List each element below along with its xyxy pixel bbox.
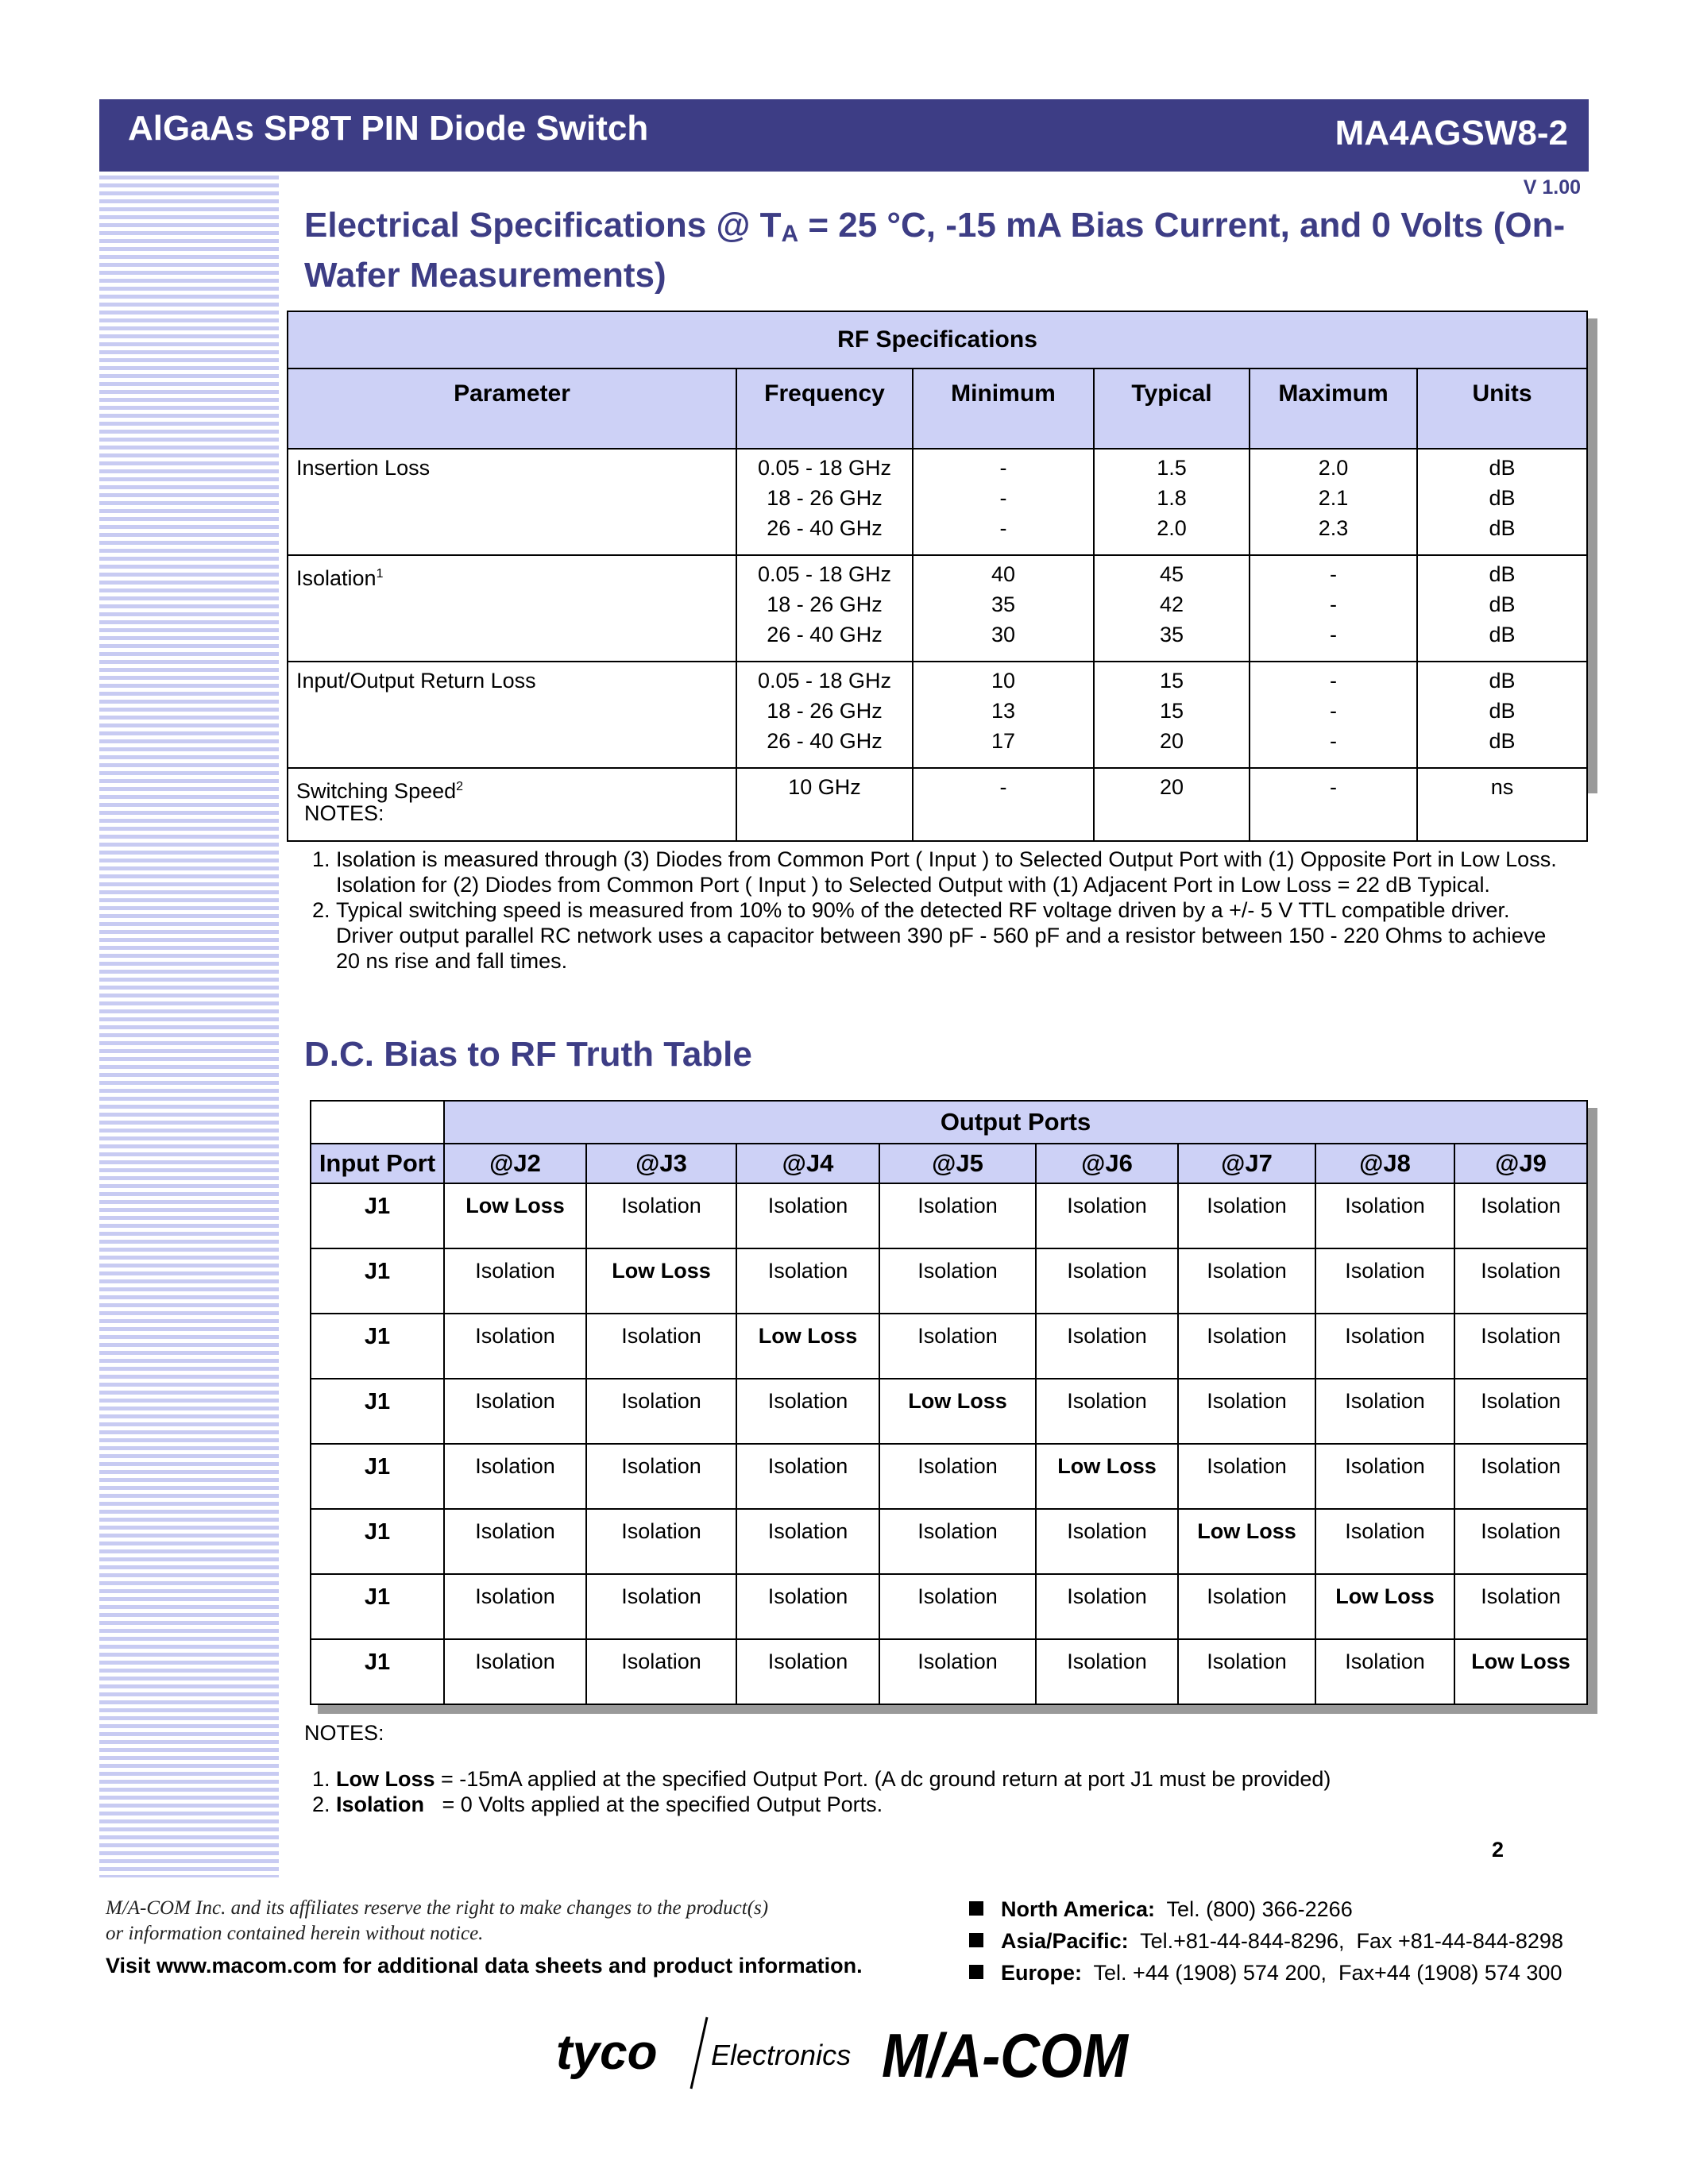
- rf-value: 26 - 40 GHz: [767, 623, 883, 646]
- rf-value: -: [999, 516, 1007, 540]
- rf-value: 0.05 - 18 GHz: [757, 562, 892, 586]
- truth-table-heading: D.C. Bias to RF Truth Table: [304, 1035, 752, 1074]
- isolation-cell: Isolation: [879, 1314, 1036, 1379]
- truth-table-corner: [311, 1101, 444, 1144]
- parameter-name: Insertion Loss: [296, 456, 431, 480]
- truth-table-row: [311, 1639, 1587, 1704]
- isolation-cell: Isolation: [1315, 1444, 1454, 1509]
- heading-text-post: = 25 °C, -15 mA Bias Current, and 0 Volts (On-Wafer Measurements): [304, 206, 1566, 295]
- output-port-header: @J2: [444, 1144, 586, 1183]
- heading-subscript: A: [781, 221, 799, 247]
- rf-value: 2.3: [1318, 516, 1349, 540]
- rf-value: ns: [1490, 775, 1514, 799]
- disclaimer-line-1: M/A-COM Inc. and its affiliates reserve the right to make changes to the product(s): [106, 1897, 769, 1919]
- output-port-header: @J8: [1315, 1144, 1454, 1183]
- rf-value: dB: [1489, 729, 1516, 753]
- note-item: 2. Typical switching speed is measured from 10% to 90% of the detected RF voltage driven by a +/- 5 V TTL compatible driver. Driver output parallel RC network uses a capacitor between 390 pF - 560 pF and a resistor between 150 - 220 Ohms to achieve 20 ns rise and fall times.: [336, 897, 1567, 974]
- rf-value: 40: [991, 562, 1016, 586]
- isolation-cell: Isolation: [1036, 1574, 1178, 1639]
- contact-region: Asia/Pacific:: [1001, 1929, 1129, 1953]
- rf-value-cell: [1094, 662, 1250, 768]
- isolation-cell: Isolation: [736, 1183, 879, 1248]
- isolation-cell: Isolation: [1178, 1379, 1315, 1444]
- truth-table-row: [311, 1248, 1587, 1314]
- note-item: [336, 1792, 1567, 1817]
- isolation-cell: Isolation: [1178, 1314, 1315, 1379]
- isolation-cell: Isolation: [1315, 1183, 1454, 1248]
- isolation-cell: Isolation: [879, 1248, 1036, 1314]
- isolation-cell: Isolation: [1178, 1248, 1315, 1314]
- isolation-cell: Isolation: [1454, 1444, 1587, 1509]
- rf-value-cell: [913, 449, 1094, 555]
- contact-info: Tel. +44 (1908) 574 200, Fax+44 (1908) 574 300: [1082, 1961, 1562, 1985]
- contact-row: [969, 1957, 1563, 1989]
- input-port-header: Input Port: [311, 1144, 444, 1183]
- rf-value: -: [1330, 729, 1337, 753]
- low-loss-cell: Low Loss: [879, 1379, 1036, 1444]
- isolation-cell: Isolation: [1454, 1379, 1587, 1444]
- rf-group-row: [288, 449, 1587, 555]
- rf-value: dB: [1489, 699, 1516, 723]
- rf-table-header-row: [288, 369, 1587, 449]
- footer-visit-link[interactable]: Visit www.macom.com for additional data sheets and product information.: [106, 1954, 863, 1978]
- truth-table-row: [311, 1509, 1587, 1574]
- rf-value-cell: [1417, 449, 1587, 555]
- truth-table-notes: [304, 1720, 1567, 1817]
- isolation-cell: Isolation: [586, 1639, 736, 1704]
- logo-divider: [691, 2017, 707, 2089]
- isolation-cell: Isolation: [736, 1639, 879, 1704]
- input-port-cell: J1: [311, 1574, 444, 1639]
- rf-specifications-table: [287, 311, 1588, 842]
- rf-value: -: [1330, 699, 1337, 723]
- input-port-cell: J1: [311, 1183, 444, 1248]
- rf-value: 0.05 - 18 GHz: [757, 456, 892, 480]
- rf-parameter-cell: [288, 555, 736, 662]
- isolation-cell: Isolation: [1036, 1314, 1178, 1379]
- input-port-cell: J1: [311, 1379, 444, 1444]
- isolation-cell: Isolation: [586, 1379, 736, 1444]
- rf-value: dB: [1489, 486, 1516, 510]
- isolation-cell: Isolation: [1036, 1248, 1178, 1314]
- notes-label: NOTES:: [304, 801, 384, 825]
- isolation-cell: Isolation: [736, 1574, 879, 1639]
- isolation-cell: Isolation: [736, 1248, 879, 1314]
- rf-value-cell: [1094, 555, 1250, 662]
- isolation-cell: Isolation: [1315, 1314, 1454, 1379]
- rf-value: 35: [1159, 623, 1184, 646]
- rf-value-cell: [913, 555, 1094, 662]
- rf-value: 18 - 26 GHz: [767, 699, 883, 723]
- output-ports-caption: Output Ports: [444, 1101, 1587, 1144]
- isolation-cell: Isolation: [444, 1379, 586, 1444]
- contact-info: Tel.+81-44-844-8296, Fax +81-44-844-8298: [1128, 1929, 1563, 1953]
- isolation-cell: Isolation: [1178, 1639, 1315, 1704]
- rf-value: 10 GHz: [788, 775, 861, 799]
- isolation-cell: Isolation: [586, 1509, 736, 1574]
- input-port-cell: J1: [311, 1639, 444, 1704]
- truth-table: [310, 1100, 1588, 1705]
- bullet-square-icon: [969, 1965, 983, 1979]
- parameter-name: Input/Output Return Loss: [296, 669, 536, 693]
- note-text: = 0 Volts applied at the specified Output Ports.: [424, 1792, 883, 1816]
- isolation-cell: Isolation: [1454, 1314, 1587, 1379]
- rf-value: 42: [1159, 592, 1184, 616]
- rf-value: 17: [991, 729, 1016, 753]
- rf-header-typical: Typical: [1094, 369, 1250, 449]
- rf-value: dB: [1489, 562, 1516, 586]
- page-number: 2: [1492, 1838, 1505, 1862]
- notes-list: [304, 1766, 1567, 1817]
- footer-contacts: [969, 1893, 1563, 1989]
- isolation-cell: Isolation: [1178, 1444, 1315, 1509]
- isolation-cell: Isolation: [879, 1444, 1036, 1509]
- rf-header-maximum: Maximum: [1250, 369, 1417, 449]
- rf-value: 18 - 26 GHz: [767, 592, 883, 616]
- rf-value: -: [1330, 623, 1337, 646]
- rf-notes: [304, 801, 1567, 974]
- rf-value: 30: [991, 623, 1016, 646]
- contact-row: [969, 1925, 1563, 1957]
- rf-value: 1.8: [1157, 486, 1187, 510]
- isolation-cell: Isolation: [586, 1183, 736, 1248]
- notes-list: [304, 847, 1567, 974]
- rf-value: 20: [1159, 729, 1184, 753]
- note-term: Isolation: [336, 1792, 425, 1816]
- isolation-cell: Isolation: [879, 1183, 1036, 1248]
- truth-table-row: [311, 1444, 1587, 1509]
- isolation-cell: Isolation: [444, 1509, 586, 1574]
- output-port-header: @J6: [1036, 1144, 1178, 1183]
- truth-table-row: [311, 1574, 1587, 1639]
- output-port-header: @J4: [736, 1144, 879, 1183]
- rf-parameter-cell: [288, 662, 736, 768]
- isolation-cell: Isolation: [1178, 1574, 1315, 1639]
- low-loss-cell: Low Loss: [444, 1183, 586, 1248]
- rf-parameter-cell: [288, 449, 736, 555]
- contact-region: Europe:: [1001, 1961, 1083, 1985]
- output-port-header: @J3: [586, 1144, 736, 1183]
- rf-value: 1.5: [1157, 456, 1187, 480]
- header-banner: [99, 99, 1589, 172]
- rf-value-cell: [736, 449, 913, 555]
- rf-value: 20: [1159, 775, 1184, 799]
- isolation-cell: Isolation: [586, 1314, 736, 1379]
- rf-value: -: [999, 775, 1007, 799]
- version-label: V 1.00: [1523, 176, 1581, 199]
- rf-group-row: [288, 555, 1587, 662]
- isolation-cell: Isolation: [879, 1574, 1036, 1639]
- rf-value-cell: [1250, 449, 1417, 555]
- electrical-specs-heading: [304, 205, 1591, 296]
- footnote-ref: 2: [456, 780, 464, 793]
- truth-table-row: [311, 1183, 1587, 1248]
- rf-value: 15: [1159, 669, 1184, 693]
- isolation-cell: Isolation: [1315, 1379, 1454, 1444]
- input-port-cell: J1: [311, 1314, 444, 1379]
- document-title: AlGaAs SP8T PIN Diode Switch: [128, 109, 649, 148]
- isolation-cell: Isolation: [1036, 1639, 1178, 1704]
- rf-value: 13: [991, 699, 1016, 723]
- rf-group-row: [288, 662, 1587, 768]
- rf-value-cell: [913, 662, 1094, 768]
- rf-value: -: [1330, 775, 1337, 799]
- low-loss-cell: Low Loss: [1315, 1574, 1454, 1639]
- rf-value: -: [1330, 592, 1337, 616]
- isolation-cell: Isolation: [444, 1314, 586, 1379]
- note-term: Low Loss: [336, 1767, 435, 1791]
- footer-disclaimer: [106, 1896, 768, 1947]
- rf-value: 26 - 40 GHz: [767, 516, 883, 540]
- isolation-cell: Isolation: [1036, 1379, 1178, 1444]
- rf-value: -: [999, 486, 1007, 510]
- isolation-cell: Isolation: [1454, 1509, 1587, 1574]
- rf-value: dB: [1489, 623, 1516, 646]
- isolation-cell: Isolation: [444, 1574, 586, 1639]
- contact-info: Tel. (800) 366-2266: [1155, 1897, 1353, 1921]
- truth-table-row: [311, 1379, 1587, 1444]
- isolation-cell: Isolation: [444, 1444, 586, 1509]
- rf-value-cell: [1094, 449, 1250, 555]
- low-loss-cell: Low Loss: [1036, 1444, 1178, 1509]
- rf-value-cell: [736, 555, 913, 662]
- rf-header-parameter: Parameter: [288, 369, 736, 449]
- part-number: MA4AGSW8-2: [1335, 114, 1568, 152]
- rf-header-minimum: Minimum: [913, 369, 1094, 449]
- rf-header-frequency: Frequency: [736, 369, 913, 449]
- rf-value: 10: [991, 669, 1016, 693]
- rf-value: dB: [1489, 669, 1516, 693]
- rf-value: 18 - 26 GHz: [767, 486, 883, 510]
- isolation-cell: Isolation: [1454, 1183, 1587, 1248]
- isolation-cell: Isolation: [1036, 1183, 1178, 1248]
- isolation-cell: Isolation: [879, 1509, 1036, 1574]
- parameter-name: Switching Speed: [296, 779, 457, 803]
- rf-value-cell: [1250, 555, 1417, 662]
- rf-value-cell: [1417, 662, 1587, 768]
- rf-value-cell: [736, 662, 913, 768]
- notes-label: NOTES:: [304, 1721, 384, 1745]
- decorative-stripe: [99, 172, 279, 1877]
- macom-logo: [882, 2020, 1130, 2090]
- input-port-cell: J1: [311, 1248, 444, 1314]
- low-loss-cell: Low Loss: [736, 1314, 879, 1379]
- rf-value: 2.0: [1318, 456, 1349, 480]
- isolation-cell: Isolation: [736, 1444, 879, 1509]
- low-loss-cell: Low Loss: [1178, 1509, 1315, 1574]
- contact-row: [969, 1893, 1563, 1925]
- isolation-cell: Isolation: [444, 1639, 586, 1704]
- disclaimer-line-2: or information contained herein without notice.: [106, 1923, 484, 1944]
- isolation-cell: Isolation: [736, 1379, 879, 1444]
- rf-table-caption: RF Specifications: [288, 311, 1587, 369]
- rf-value: dB: [1489, 456, 1516, 480]
- bullet-square-icon: [969, 1901, 983, 1916]
- bullet-square-icon: [969, 1933, 983, 1947]
- isolation-cell: Isolation: [1454, 1248, 1587, 1314]
- output-port-header: @J9: [1454, 1144, 1587, 1183]
- isolation-cell: Isolation: [1036, 1509, 1178, 1574]
- isolation-cell: Isolation: [736, 1509, 879, 1574]
- rf-value-cell: [1250, 662, 1417, 768]
- rf-value: 26 - 40 GHz: [767, 729, 883, 753]
- rf-value: 2.1: [1318, 486, 1349, 510]
- electronics-logo: Electronics: [711, 2039, 852, 2071]
- rf-value: 15: [1159, 699, 1184, 723]
- rf-value: 0.05 - 18 GHz: [757, 669, 892, 693]
- note-item: 1. Isolation is measured through (3) Diodes from Common Port ( Input ) to Selected Output Port with (1) Opposite Port in Low Loss. Isolation for (2) Diodes from Common Port ( Input ) to Selected Output with (1) Adjacent Port in Low Loss = 22 dB Typical.: [336, 847, 1567, 897]
- rf-header-units: Units: [1417, 369, 1587, 449]
- note-text: = -15mA applied at the specified Output Port. (A dc ground return at port J1 must be provided): [435, 1767, 1331, 1791]
- isolation-cell: Isolation: [586, 1574, 736, 1639]
- svg-text:M/A-COM: M/A-COM: [882, 2020, 1130, 2090]
- rf-value: -: [1330, 562, 1337, 586]
- company-logos: [548, 2001, 1136, 2128]
- truth-table-row: [311, 1314, 1587, 1379]
- contact-region: North America:: [1001, 1897, 1156, 1921]
- note-item: [336, 1766, 1567, 1792]
- isolation-cell: Isolation: [879, 1639, 1036, 1704]
- parameter-name: Isolation: [296, 566, 377, 590]
- input-port-cell: J1: [311, 1509, 444, 1574]
- rf-value: dB: [1489, 516, 1516, 540]
- rf-value: -: [999, 456, 1007, 480]
- low-loss-cell: Low Loss: [586, 1248, 736, 1314]
- heading-text-pre: Electrical Specifications @ T: [304, 206, 782, 245]
- rf-value: 45: [1159, 562, 1184, 586]
- rf-value: -: [1330, 669, 1337, 693]
- tyco-logo: tyco: [556, 2025, 658, 2080]
- isolation-cell: Isolation: [586, 1444, 736, 1509]
- low-loss-cell: Low Loss: [1454, 1639, 1587, 1704]
- footnote-ref: 1: [376, 567, 384, 581]
- isolation-cell: Isolation: [1178, 1183, 1315, 1248]
- isolation-cell: Isolation: [444, 1248, 586, 1314]
- output-port-header: @J5: [879, 1144, 1036, 1183]
- isolation-cell: Isolation: [1315, 1639, 1454, 1704]
- output-port-header: @J7: [1178, 1144, 1315, 1183]
- isolation-cell: Isolation: [1454, 1574, 1587, 1639]
- rf-value-cell: [1417, 555, 1587, 662]
- rf-value: 35: [991, 592, 1016, 616]
- rf-value: 2.0: [1157, 516, 1187, 540]
- isolation-cell: Isolation: [1315, 1509, 1454, 1574]
- isolation-cell: Isolation: [1315, 1248, 1454, 1314]
- rf-value: dB: [1489, 592, 1516, 616]
- input-port-cell: J1: [311, 1444, 444, 1509]
